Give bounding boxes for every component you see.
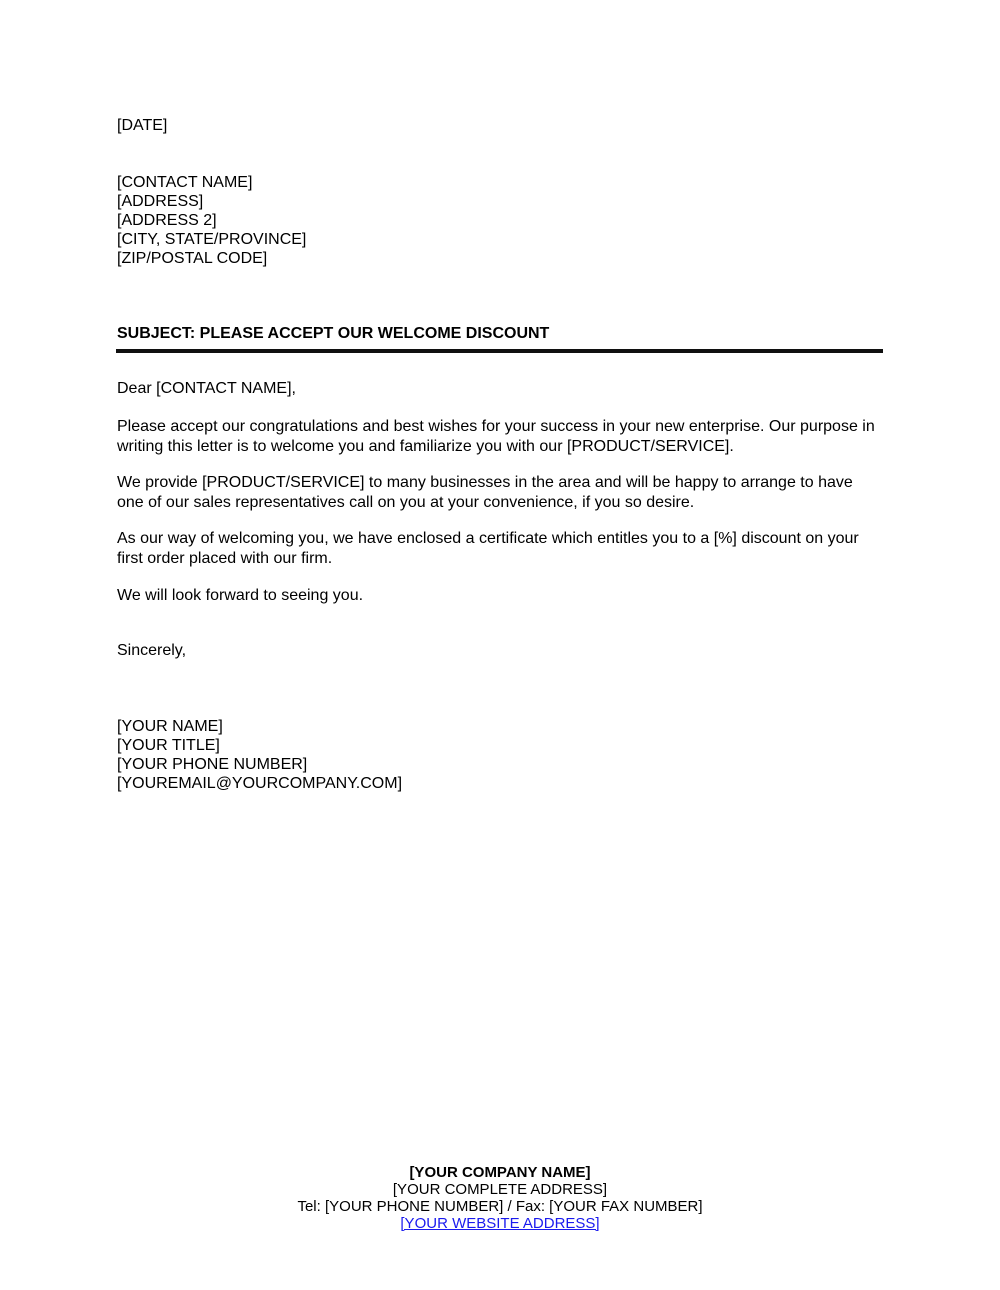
footer-tel-fax: Tel: [YOUR PHONE NUMBER] / Fax: [YOUR FAX NUMBER] [297,1198,703,1215]
recipient-zip: [ZIP/POSTAL CODE] [117,250,268,267]
subject-divider [116,349,883,353]
footer-website-link[interactable]: [YOUR WEBSITE ADDRESS] [400,1215,600,1232]
signature-name: [YOUR NAME] [117,718,223,735]
subject-line: SUBJECT: PLEASE ACCEPT OUR WELCOME DISCOUNT [117,325,550,342]
recipient-block [117,173,883,268]
body-paragraph-4: We will look forward to seeing you. [117,587,364,604]
signature-email: [YOUREMAIL@YOURCOMPANY.COM] [117,775,403,792]
footer-address: [YOUR COMPLETE ADDRESS] [392,1181,608,1198]
recipient-contact-name: [CONTACT NAME] [117,174,253,191]
closing-line: Sincerely, [117,642,187,659]
signature-title: [YOUR TITLE] [117,737,220,754]
recipient-address: [ADDRESS] [117,193,204,210]
footer-website-line [0,1215,1000,1232]
signature-phone: [YOUR PHONE NUMBER] [117,756,308,773]
date-line: [DATE] [117,117,168,134]
body-paragraph-2: We provide [PRODUCT/SERVICE] to many businesses in the area and will be happy to arrange to have one of our sales representatives call on you at your convenience, if you so desire. [117,474,853,511]
salutation: Dear [CONTACT NAME], [117,380,296,397]
body-paragraph-1: Please accept our congratulations and best wishes for your success in your new enterprise. Our purpose in writing this letter is to welcome you and familiarize you with our [PRODUCT/SERVICE]. [117,418,875,455]
recipient-city-state: [CITY, STATE/PROVINCE] [117,231,307,248]
recipient-address-2: [ADDRESS 2] [117,212,217,229]
signature-block [117,717,883,793]
footer-company-name: [YOUR COMPANY NAME] [409,1164,591,1181]
letter-footer [0,1164,1000,1232]
body-paragraph-3: As our way of welcoming you, we have enclosed a certificate which entitles you to a [%] discount on your first order placed with our firm. [117,530,859,567]
